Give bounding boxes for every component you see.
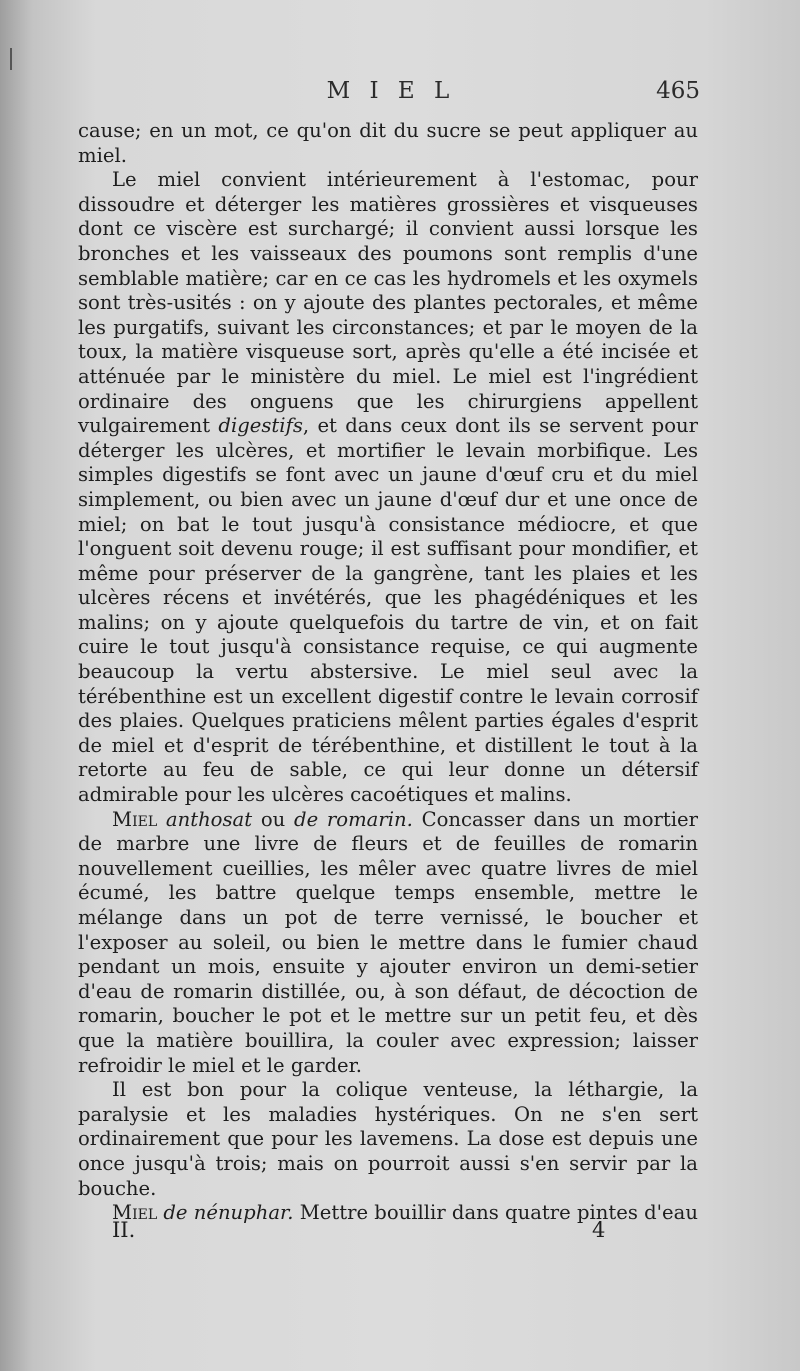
entry-title-italic: de nénuphar. — [163, 1201, 294, 1225]
running-head-title: M I E L — [326, 78, 456, 104]
paragraph-text: Mettre bouillir dans quatre pintes d'eau — [293, 1201, 698, 1225]
entry-connector: ou — [252, 807, 295, 831]
entry-lead: Miel — [112, 1201, 158, 1225]
paragraph-miel-anthosat — [78, 808, 698, 1079]
paragraph-usage-dose — [78, 1078, 698, 1201]
entry-lead: Miel — [112, 807, 158, 831]
entry-title-italic: anthosat — [165, 807, 253, 831]
running-head — [82, 78, 700, 112]
signature-mark: 4 — [592, 1218, 606, 1242]
paragraph-text: Le miel convient intérieurement à l'estomac, pour dissoudre et déterger les matières grossières et visqueuses dont ce viscère est surchargé; il convient aussi lorsque les bronches et les vaisseaux des poumons sont remplis d'une semblable matière; car en ce cas les hydromels et les oxymels sont très-usités : on y ajoute des plantes pectorales, et même les purgatifs, suivant les circonstances; et par le moyen de la toux, la matière visqueuse sort, après qu'elle a été incisée et atténuée par le ministère du miel. Le miel est l'ingrédient ordinaire des onguens que les chirurgiens appellent vulgairement — [78, 168, 698, 438]
entry-title-italic: de romarin. — [294, 807, 413, 831]
paragraph-text: , et dans ceux dont ils se servent pour déterger les ulcères, et mortifier le levain morbifique. Les simples digestifs se font avec un jaune d'œuf cru et du miel simplement, ou bien avec un jaune d'œuf dur et une once de miel; on bat le tout jusqu'à consistance médiocre, et que l'onguent soit devenu rouge; il est suffisant pour mondifier, et même pour préserver de la gangrène, tant les plaies et les ulcères récens et invétérés, que les phagédéniques et les malins; on y ajoute quelquefois du tartre de vin, et on fait cuire le tout jusqu'à consistance requise, ce qui augmente beaucoup la vertu abstersive. Le miel seul avec la térébenthine est un excellent digestif contre le levain corrosif des plaies. Quelques praticiens mêlent parties égales d'esprit de miel et d'esprit de térébenthine, et distillent le tout à la retorte au feu de sable, ce qui leur donne un détersif admirable pour les ulcères cacoétiques et malins. — [78, 414, 698, 807]
paragraph-continuation — [78, 119, 698, 168]
volume-number: II. — [112, 1218, 136, 1242]
page-footer — [112, 1218, 612, 1248]
paragraph-text: cause; en un mot, ce qu'on dit du sucre se peut appliquer au miel. — [78, 119, 698, 167]
body-text — [78, 119, 698, 1226]
paragraph-text: Concasser dans un mortier de marbre une livre de fleurs et de feuilles de romarin nouvellement cueillies, les mêler avec quatre livres de miel écumé, les battre quelque temps ensemble, mettre le mélange dans un pot de terre vernissé, le boucher et l'exposer au soleil, ou bien le mettre dans le fumier chaud pendant un mois, ensuite y ajouter environ un demi-setier d'eau de romarin distillée, ou, à son défaut, de décoction de romarin, boucher le pot et le mettre sur un petit feu, et dès que la matière bouillira, la couler avec expression; laisser refroidir le miel et le garder. — [78, 807, 698, 1077]
paragraph-text: Il est bon pour la colique venteuse, la léthargie, la paralysie et les maladies hystériques. On ne s'en sert ordinairement que pour les lavemens. La dose est depuis une once jusqu'à trois; mais on pourroit aussi s'en servir par la bouche. — [78, 1078, 698, 1200]
emphasis-term: digestifs — [218, 414, 303, 438]
paragraph-miel-usage — [78, 168, 698, 807]
margin-mark — [10, 48, 12, 70]
page-number: 465 — [656, 78, 700, 104]
